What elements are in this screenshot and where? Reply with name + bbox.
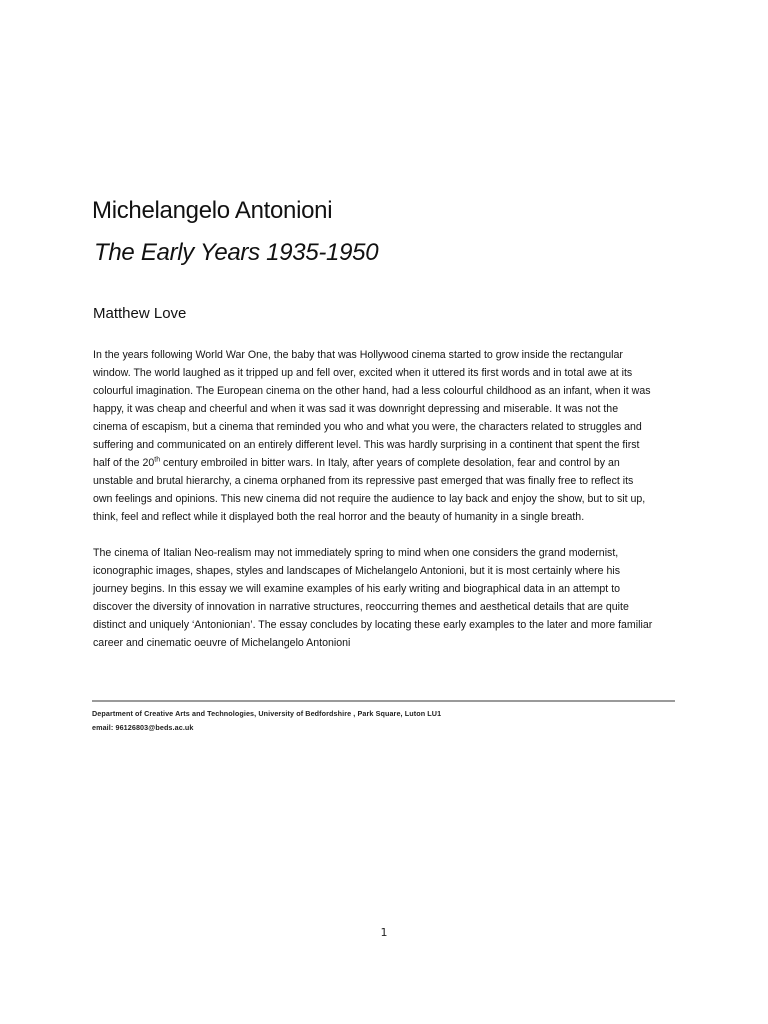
paragraph-line: happy, it was cheap and cheerful and when it was sad it was downright depressing and miserable. It was not the xyxy=(93,403,619,415)
paragraph-line: In the years following World War One, the baby that was Hollywood cinema started to grow inside the rectangular xyxy=(93,349,623,361)
line-text-after: century embroiled in bitter wars. In Italy, after years of complete desolation, fear and control by an xyxy=(160,457,620,469)
paragraph-line: unstable and brutal hierarchy, a cinema orphaned from its repressive past emerged that was finally free to reflect its xyxy=(93,475,634,487)
footer-affiliation: Department of Creative Arts and Technologies, University of Bedfordshire , Park Square, Luton LU1 xyxy=(92,709,442,718)
paragraph-line: journey begins. In this essay we will examine examples of his early writing and biographical data in an attempt to xyxy=(93,583,621,595)
intro-paragraph xyxy=(93,346,678,526)
paragraph-line: cinema of escapism, but a cinema that reminded you who and what you were, the characters related to struggles and xyxy=(93,421,642,433)
paragraph-line: The cinema of Italian Neo-realism may not immediately spring to mind when one considers the grand modernist, xyxy=(93,547,619,559)
paragraph-line: discover the diversity of innovation in narrative structures, reoccurring themes and aesthetical details that are quite xyxy=(93,601,629,613)
line-text-before: half of the 20 xyxy=(93,457,155,469)
document-title: Michelangelo Antonioni xyxy=(92,197,333,224)
document-subtitle: The Early Years 1935-1950 xyxy=(94,239,379,266)
paragraph-line: iconographic images, shapes, styles and landscapes of Michelangelo Antonioni, but it is most certainly where his xyxy=(93,565,621,577)
paragraph-line: own feelings and opinions. This new cinema did not require the audience to lay back and enjoy the show, but to sit up, xyxy=(93,493,646,505)
author-name: Matthew Love xyxy=(93,305,187,322)
paragraph-line-with-superscript xyxy=(93,454,678,472)
paragraph-line: distinct and uniquely ‘Antonionian’. The essay concludes by locating these early examples to the later and more familiar xyxy=(93,619,653,631)
paragraph-line: think, feel and reflect while it displayed both the real horror and the beauty of humanity in a single breath. xyxy=(93,511,585,523)
ordinal-superscript: th xyxy=(154,456,161,464)
page-number: 1 xyxy=(380,926,388,939)
essay-summary-paragraph xyxy=(93,544,678,652)
paragraph-line: suffering and communicated on an entirely different level. This was hardly surprising in a continent that spent the first xyxy=(93,439,640,451)
footer-email: email: 96126803@beds.ac.uk xyxy=(92,723,194,732)
paragraph-line: colourful imagination. The European cinema on the other hand, had a less colourful childhood as an infant, when it was xyxy=(93,385,651,397)
footer-divider xyxy=(92,700,675,702)
paragraph-line: career and cinematic oeuvre of Michelangelo Antonioni xyxy=(93,637,351,649)
paragraph-line: window. The world laughed as it tripped up and fell over, excited when it uttered its first words and in total awe at its xyxy=(93,367,633,379)
